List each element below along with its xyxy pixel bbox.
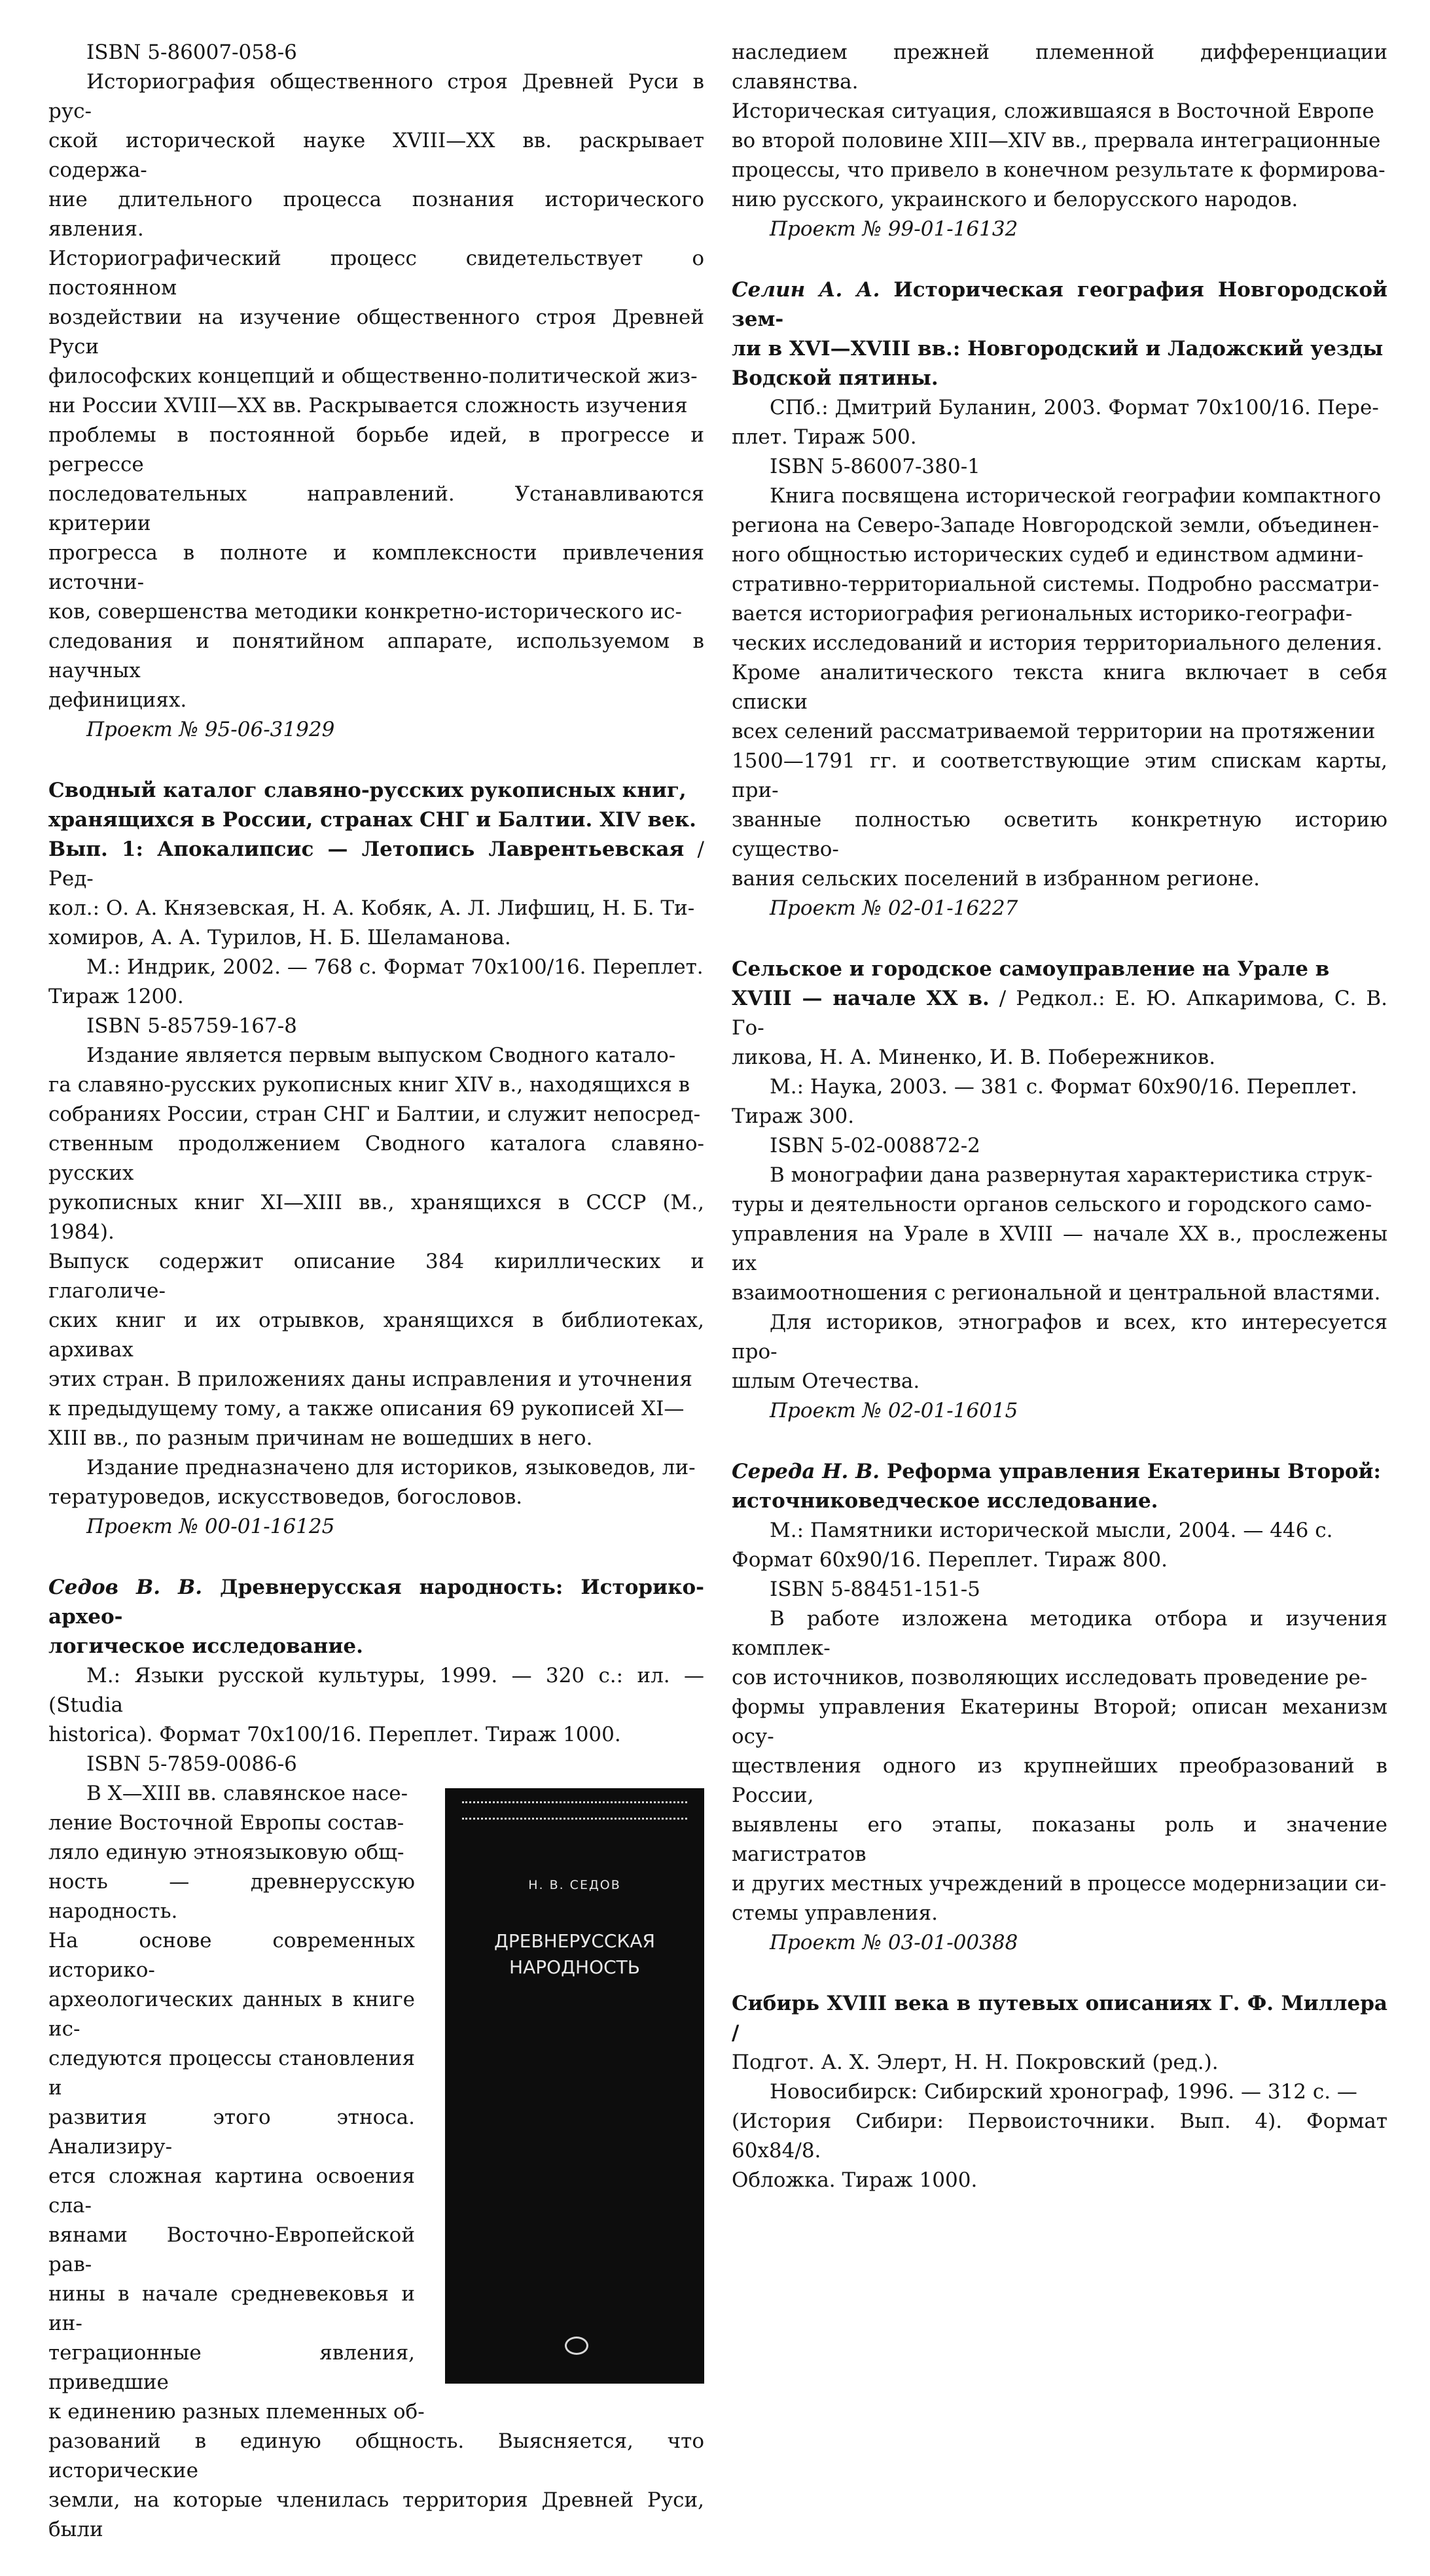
cover-title-line: НАРОДНОСТЬ	[509, 1956, 640, 1978]
desc-line: га славяно-русских рукописных книг XIV в., находящихся в	[48, 1073, 690, 1097]
desc-line: ческих исследований и история территориального деления.	[732, 631, 1383, 655]
desc-line: воздействии на изучение общественного строя Древней Руси	[48, 306, 704, 359]
desc-line: Издание предназначено для историков, языковедов, ли-	[86, 1456, 696, 1479]
project-number: Проект № 95-06-31929	[86, 718, 335, 741]
desc-line: В монографии дана развернутая характеристика струк-	[770, 1163, 1373, 1187]
desc-line: нины в начале средневековья и ин-	[48, 2282, 415, 2335]
project-number: Проект № 99-01-16132	[770, 217, 1018, 241]
book-cover-image	[445, 1788, 704, 2384]
publication-info: М.: Наука, 2003. — 381 с. Формат 60х90/16. Переплет.	[770, 1075, 1357, 1099]
desc-line: Издание является первым выпуском Сводного катало-	[86, 1044, 676, 1067]
desc-line: процессы, что привело в конечном результате к формирова-	[732, 158, 1385, 182]
desc-line: На основе современных историко-	[48, 1929, 415, 1982]
cover-ornament	[462, 1801, 687, 1820]
desc-line: Книга посвящена исторической географии компактного	[770, 484, 1382, 508]
desc-line: стемы управления.	[732, 1901, 938, 1925]
desc-line: ется сложная картина освоения сла-	[48, 2164, 415, 2217]
desc-line: шлым Отечества.	[732, 1369, 920, 1393]
desc-line: к единению разных племенных об-	[48, 2400, 425, 2424]
desc-line: следования и понятийном аппарате, используемом в научных	[48, 629, 704, 682]
desc-line: ность — древнерусскую народность.	[48, 1870, 415, 1923]
publication-info: historica). Формат 70х100/16. Переплет. Тираж 1000.	[48, 1723, 621, 1746]
publisher-logo-icon	[565, 2337, 588, 2355]
book-title: XVIII — начале XX в.	[732, 987, 990, 1010]
project-number: Проект № 02-01-16015	[770, 1399, 1018, 1422]
desc-line: ской исторической науке XVIII—XX вв. раскрывает содержа-	[48, 129, 704, 182]
desc-line: тературоведов, искусствоведов, богословов.	[48, 1485, 523, 1509]
book-title: Историческая география Новгородской зем-	[732, 278, 1387, 331]
desc-line: всех селений рассматриваемой территории на протяжении	[732, 720, 1376, 743]
cover-title-line: ДРЕВНЕРУССКАЯ	[494, 1930, 655, 1952]
publication-info: М.: Индрик, 2002. — 768 с. Формат 70х100/16. Переплет.	[86, 955, 704, 979]
desc-line: вается историография региональных историко-географи-	[732, 602, 1353, 626]
desc-line: земли, на которые членилась территория Древней Руси, были	[48, 2488, 704, 2541]
publication-info: (История Сибири: Первоисточники. Вып. 4). Формат 60х84/8.	[732, 2109, 1387, 2162]
desc-line: проблемы в постоянной борьбе идей, в прогрессе и регрессе	[48, 423, 704, 476]
desc-line: собраниях России, стран СНГ и Балтии, и служит непосред-	[48, 1103, 701, 1126]
desc-line: следуются процессы становления и	[48, 2047, 415, 2100]
entry-heading	[732, 1457, 1387, 1516]
publication-info: плет. Тираж 500.	[732, 425, 917, 449]
desc-line: теграционные явления, приведшие	[48, 2341, 415, 2394]
desc-line: управления на Урале в XVIII — начале XX в., прослежены их	[732, 1222, 1387, 1275]
author-name: Селин А. А.	[732, 278, 880, 302]
entry-selin	[732, 275, 1387, 923]
isbn-line: ISBN 5-02-008872-2	[770, 1134, 980, 1157]
publication-info: СПб.: Дмитрий Буланин, 2003. Формат 70х100/16. Пере-	[770, 396, 1379, 419]
desc-line: туры и деятельности органов сельского и городского само-	[732, 1193, 1372, 1216]
isbn-line: ISBN 5-85759-167-8	[86, 1014, 297, 1038]
desc-line: последовательных направлений. Устанавливаются критерии	[48, 482, 704, 535]
entry-continuation	[732, 38, 1387, 244]
project-number: Проект № 03-01-00388	[770, 1931, 1018, 1954]
isbn-line: ISBN 5-7859-0086-6	[86, 1752, 297, 1776]
desc-line: взаимоотношения с региональной и центральной властями.	[732, 1281, 1381, 1305]
heading-editors: кол.: О. А. Князевская, Н. А. Кобяк, А. Л. Лифшиц, Н. Б. Ти-	[48, 896, 695, 920]
heading-line: Вып. 1: Апокалипсис — Летопись Лаврентьевская	[48, 838, 685, 861]
publication-info: Тираж 300.	[732, 1104, 855, 1128]
book-title: Водской пятины.	[732, 366, 938, 390]
entry-heading	[732, 275, 1387, 393]
publication-info: Обложка. Тираж 1000.	[732, 2168, 978, 2192]
desc-line: сов источников, позволяющих исследовать проведение ре-	[732, 1666, 1368, 1689]
cover-title	[445, 1928, 704, 1981]
desc-line: и других местных учреждений в процессе модернизации си-	[732, 1872, 1387, 1896]
desc-line: вянами Восточно-Европейской рав-	[48, 2223, 415, 2276]
left-column	[48, 38, 704, 2576]
book-title: Сибирь XVIII века в путевых описаниях Г. Ф. Миллера /	[732, 1992, 1387, 2045]
entry-heading	[48, 1573, 704, 1661]
desc-line: во второй половине XIII—XIV вв., прервала интеграционные	[732, 129, 1381, 152]
publication-info: Новосибирск: Сибирский хронограф, 1996. — 312 с. —	[770, 2080, 1357, 2104]
book-title: Сельское и городское самоуправление на Урале в	[732, 957, 1330, 981]
isbn-line: ISBN 5-86007-058-6	[86, 41, 297, 64]
desc-line: стративно-территориальной системы. Подробно рассматри-	[732, 573, 1380, 596]
project-number: Проект № 02-01-16227	[770, 896, 1018, 920]
isbn-line: ISBN 5-88451-151-5	[770, 1578, 980, 1601]
publication-info: М.: Памятники исторической мысли, 2004. — 446 с.	[770, 1519, 1333, 1542]
heading-editors: / Редкол.: Е. Ю. Апкаримова, С. В. Го-	[732, 987, 1387, 1040]
desc-line: ственным продолжением Сводного каталога славяно-русских	[48, 1132, 704, 1185]
desc-line: прогресса в полноте и комплексности привлечения источни-	[48, 541, 704, 594]
isbn-line: ISBN 5-86007-380-1	[770, 455, 980, 478]
desc-line: разований в единую общность. Выясняется, что исторические	[48, 2429, 704, 2482]
author-name: Середа Н. В.	[732, 1460, 880, 1483]
desc-line: развития этого этноса. Анализиру-	[48, 2106, 415, 2159]
desc-line: к предыдущему тому, а также описания 69 рукописей XI—	[48, 1397, 685, 1420]
desc-line: Историческая ситуация, сложившаяся в Восточной Европе	[732, 99, 1374, 123]
book-title: ли в XVI—XVIII вв.: Новгородский и Ладожский уезды	[732, 337, 1384, 361]
book-title: источниковедческое исследование.	[732, 1489, 1158, 1513]
desc-line: XIII вв., по разным причинам не вошедших в него.	[48, 1426, 593, 1450]
description	[48, 67, 704, 715]
entry-historiography	[48, 38, 704, 745]
desc-line: рукописных книг XI—XIII вв., хранящихся в СССР (М., 1984).	[48, 1191, 704, 1244]
heading-line: хранящихся в России, странах СНГ и Балтии. XIV век.	[48, 808, 696, 832]
desc-line: дефинициях.	[48, 688, 187, 712]
desc-line: ни России XVIII—XX вв. Раскрывается сложность изучения	[48, 394, 688, 417]
desc-line: В работе изложена методика отбора и изучения комплек-	[732, 1607, 1387, 1660]
book-title: логическое исследование.	[48, 1634, 363, 1658]
desc-line: формы управления Екатерины Второй; описан механизм осу-	[732, 1695, 1387, 1748]
entry-ural	[732, 955, 1387, 1426]
project-number: Проект № 00-01-16125	[86, 1515, 335, 1538]
desc-line: званные полностью осветить конкретную историю существо-	[732, 808, 1387, 861]
desc-line: ние длительного процесса познания исторического явления.	[48, 188, 704, 241]
book-title: Реформа управления Екатерины Второй:	[880, 1460, 1381, 1483]
desc-line: Выпуск содержит описание 384 кириллических и глаголиче-	[48, 1250, 704, 1303]
book-title: Древнерусская народность: Историко-архео-	[48, 1576, 704, 1629]
desc-line: Историографический процесс свидетельствует о постоянном	[48, 247, 704, 300]
desc-line: Кроме аналитического текста книга включает в себя списки	[732, 661, 1387, 714]
desc-line: ного общностью исторических судеб и единством админи-	[732, 543, 1364, 567]
desc-line: этих стран. В приложениях даны исправления и уточнения	[48, 1367, 692, 1391]
entry-sedov	[48, 1573, 704, 2545]
entry-heading	[48, 776, 704, 953]
heading-editors: хомиров, А. А. Турилов, Н. Б. Шеламанова.	[48, 926, 511, 949]
heading-editors: ликова, Н. А. Миненко, И. В. Побережников.	[732, 1046, 1216, 1069]
cover-author: Н. В. СЕДОВ	[528, 1878, 621, 1892]
desc-line: ление Восточной Европы состав-	[48, 1811, 404, 1835]
heading-line: Сводный каталог славяно-русских рукописных книг,	[48, 779, 687, 802]
desc-line: В X—XIII вв. славянское насе-	[86, 1782, 408, 1805]
right-column	[732, 38, 1387, 2227]
publication-info: Формат 60х90/16. Переплет. Тираж 800.	[732, 1548, 1168, 1572]
desc-line: Историография общественного строя Древней Руси в рус-	[48, 70, 704, 123]
desc-line: философских концепций и общественно-политической жиз-	[48, 364, 698, 388]
desc-line: выявлены его этапы, показаны роль и значение магистратов	[732, 1813, 1387, 1866]
desc-line: нию русского, украинского и белорусского народов.	[732, 188, 1298, 211]
publication-info: М.: Языки русской культуры, 1999. — 320 с.: ил. — (Studia	[48, 1664, 704, 1717]
entry-catalog	[48, 776, 704, 1542]
desc-line: ляло единую этноязыковую общ-	[48, 1841, 404, 1864]
desc-line: ков, совершенства методики конкретно-исторического ис-	[48, 600, 682, 624]
entry-heading	[732, 1989, 1387, 2077]
entry-sereda	[732, 1457, 1387, 1958]
desc-line: Для историков, этнографов и всех, кто интересуется про-	[732, 1311, 1387, 1364]
desc-line: вания сельских поселений в избранном регионе.	[732, 867, 1260, 891]
desc-line: ских книг и их отрывков, хранящихся в библиотеках, архивах	[48, 1309, 704, 1362]
heading-editors: Подгот. А. Х. Элерт, Н. Н. Покровский (ред.).	[732, 2051, 1219, 2074]
wrapped-description	[48, 1779, 704, 2427]
heading-editors: / Ред-	[48, 838, 704, 891]
entry-heading	[732, 955, 1387, 1072]
desc-line: 1500—1791 гг. и соответствующие этим спискам карты, при-	[732, 749, 1387, 802]
entry-siberia	[732, 1989, 1387, 2195]
author-name: Седов В. В.	[48, 1576, 203, 1599]
publication-info: Тираж 1200.	[48, 985, 184, 1008]
desc-line: региона на Северо-Западе Новгородской земли, объединен-	[732, 514, 1380, 537]
desc-line: ществления одного из крупнейших преобразований в России,	[732, 1754, 1387, 1807]
desc-line: наследием прежней племенной дифференциации славянства.	[732, 41, 1387, 94]
desc-line: археологических данных в книге ис-	[48, 1988, 415, 2041]
